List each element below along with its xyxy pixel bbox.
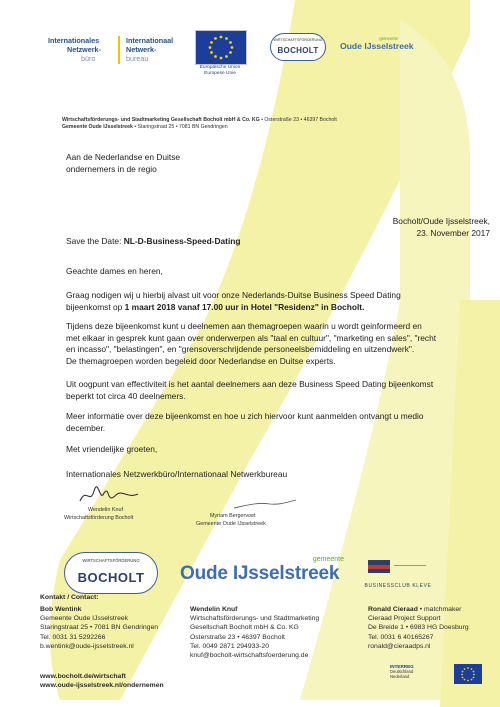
paragraph-line: Graag nodigen wij u hierbij alvast uit voor onze Nederlands-Duitse Business Speed Dating	[66, 290, 401, 300]
salutation: Geachte dames en heren,	[66, 266, 163, 276]
contact-name: Ronald Cieraad	[368, 606, 418, 613]
subject-title: NL-D-Business-Speed-Dating	[123, 236, 241, 246]
paragraph-line: Tijdens deze bijeenkomst kunt u deelnemen aan themagroepen waarin u wordt geinformeerd en	[66, 321, 422, 331]
bocholt-logo-name: BOCHOLT	[77, 570, 145, 585]
website-link-oude-ijsselstreek[interactable]: www.oude-ijsselstreek.nl/ondernemen	[40, 682, 164, 690]
contact-line: Gesellschaft Bocholt mbH & Co. KG	[190, 624, 299, 632]
contact-label: Kontakt / Contact:	[40, 594, 99, 601]
contact-line: Staringstraat 25 • 7081 BN Gendringen	[40, 624, 158, 632]
bocholt-logo-caption: WIRTSCHAFTSFÖRDERUNG	[273, 38, 323, 42]
interreg-sub: Deutschland	[390, 669, 414, 674]
signature-right-name: Myriam Bergervoet	[210, 513, 256, 519]
sender-address	[62, 117, 462, 131]
interreg-sub: Nederland	[390, 674, 410, 679]
paragraph-line: december.	[66, 422, 106, 433]
paragraph-participants	[66, 379, 486, 402]
businessclub-emblem-icon	[358, 558, 438, 576]
eu-flag-small-icon	[454, 664, 482, 684]
logo-text: Internationales	[48, 36, 100, 45]
subject-line	[66, 236, 366, 248]
recipient-line: ondernemers in de regio	[66, 163, 157, 174]
recipient-line: Aan de Nederlandse en Duitse	[66, 152, 181, 162]
signatory-organisation: Internationales Netzwerkbüro/Internationaal Netwerkbureau	[66, 469, 288, 479]
paragraph-invitation	[66, 290, 486, 313]
paragraph-themes	[66, 321, 486, 367]
contact-line: Cieraad Project Support	[368, 615, 441, 623]
eu-caption-nl: Europese Unie	[204, 71, 236, 76]
contact-line: Osterstraße 23 • 46397 Bocholt	[190, 633, 285, 641]
website-link-bocholt[interactable]: www.bocholt.de/wirtschaft	[40, 673, 126, 680]
signature-left-org: Wirtschaftsförderung Bocholt	[64, 515, 134, 521]
businessclub-kleve-logo	[358, 558, 438, 589]
contact-column-knuf	[190, 605, 365, 660]
paragraph-line: beperkt tot circa 40 deelnemers.	[66, 390, 186, 401]
logo-separator	[118, 36, 120, 64]
oude-ijsselstreek-name: Oude IJsselstreek	[340, 41, 414, 51]
contact-email-link[interactable]: knuf@bocholt-wirtschaftsfoerderung.de	[190, 652, 309, 660]
eu-caption-de: Europäische Union	[199, 65, 241, 70]
signature-knuf-icon	[76, 483, 166, 505]
logo-text: Netzwerk-	[67, 45, 101, 54]
contact-column-cieraad	[368, 605, 498, 651]
logo-text: Internationaal	[126, 36, 174, 45]
businessclub-name: BUSINESSCLUB KLEVE	[364, 583, 432, 589]
contact-line: Tel. 0031 31 5292266	[40, 633, 106, 641]
paragraph-line: en incasso", "belastingen", en "grensoverschrijdende personeelsbemiddeling en uitzendwerk".	[66, 344, 415, 354]
oude-ijsselstreek-name: Oude IJsselstreek	[180, 563, 340, 584]
closing: Met vriendelijke groeten,	[66, 444, 158, 454]
bocholt-logo	[270, 33, 326, 61]
paragraph-line: met elkaar in gesprek kunt gaan over onderwerpen als "taal en cultuur", "marketing en sales", "recht	[66, 332, 437, 343]
eu-flag-icon	[195, 30, 247, 65]
contact-email-link[interactable]: ronald@cieraadps.nl	[368, 642, 431, 650]
paragraph-line: bijeenkomst op 1 maart 2018 vanaf 17.00 uur in Hotel "Residenz" in Bocholt.	[66, 301, 365, 312]
logo-text: bureau	[126, 54, 149, 63]
sender-line-1: Wirtschaftsförderungs- und Stadtmarketing Gesellschaft Bocholt mbH & Co. KG • Osterstraße 23 • 46397 Bocholt	[62, 117, 337, 123]
gemeente-label: gemeente	[312, 556, 344, 563]
contact-line: Wirtschaftsförderungs- und Stadtmarketing	[190, 615, 320, 623]
contact-name: Wendelin Knuf	[190, 606, 238, 613]
place-line: Bocholt/Oude Ijsselstreek,	[392, 216, 490, 226]
paragraph-line: Uit oogpunt van effectiviteit is het aantal deelnemers aan deze Business Speed Dating bijeenkomst	[66, 379, 434, 389]
oude-ijsselstreek-logo	[340, 36, 430, 51]
recipient-address	[66, 152, 306, 175]
contact-column-wentink	[40, 605, 190, 651]
signature-right-org: Gemeente Oude IJsselstreek	[196, 521, 266, 527]
website-links	[40, 672, 164, 690]
paragraph-more-info	[66, 411, 486, 434]
bocholt-footer-logo	[64, 552, 158, 594]
date-line: 23. November 2017	[416, 227, 490, 238]
contact-role: • matchmaker	[417, 606, 462, 613]
interreg-logo	[390, 664, 450, 686]
network-bureau-logo	[48, 36, 188, 76]
interreg-title: INTERREG	[390, 664, 414, 669]
subject-prefix: Save the Date:	[66, 236, 124, 246]
contact-line: De Breide 1 • 6983 HG Doesburg	[368, 624, 469, 632]
logo-text: Netwerk-	[126, 45, 157, 54]
paragraph-line: De themagroepen worden begeleid door Nederlandse en Duitse experts.	[66, 355, 336, 366]
contact-line: Tel. 0049 2871 294933-20	[190, 642, 269, 650]
paragraph-line: Meer informatie over deze bijeenkomst en hoe u zich hiervoor kunt aanmelden ontvangt u medio	[66, 411, 424, 421]
contact-email-link[interactable]: b.wentink@oude-ijsselstreek.nl	[40, 642, 134, 650]
bocholt-logo-caption: WIRTSCHAFTSFÖRDERUNG	[82, 558, 140, 563]
contact-line: Gemeente Oude IJsselstreek	[40, 615, 129, 623]
oude-ijsselstreek-footer-logo	[180, 556, 350, 585]
eu-caption	[190, 65, 250, 77]
sender-line-2: Gemeente Oude IJsselstreek • Staringstraat 25 • 7081 BN Gendringen	[62, 124, 228, 130]
signature-left-name: Wendelin Knuf	[88, 507, 123, 513]
signature-bergervoet-icon	[230, 494, 300, 512]
gemeente-label: gemeente	[379, 36, 398, 41]
logo-text: büro	[81, 54, 96, 63]
contact-name: Bob Wentink	[40, 606, 82, 613]
bocholt-logo-name: BOCHOLT	[277, 46, 319, 55]
contact-name-row	[368, 605, 498, 614]
contact-line: Tel. 0031 6 40165267	[368, 633, 434, 641]
